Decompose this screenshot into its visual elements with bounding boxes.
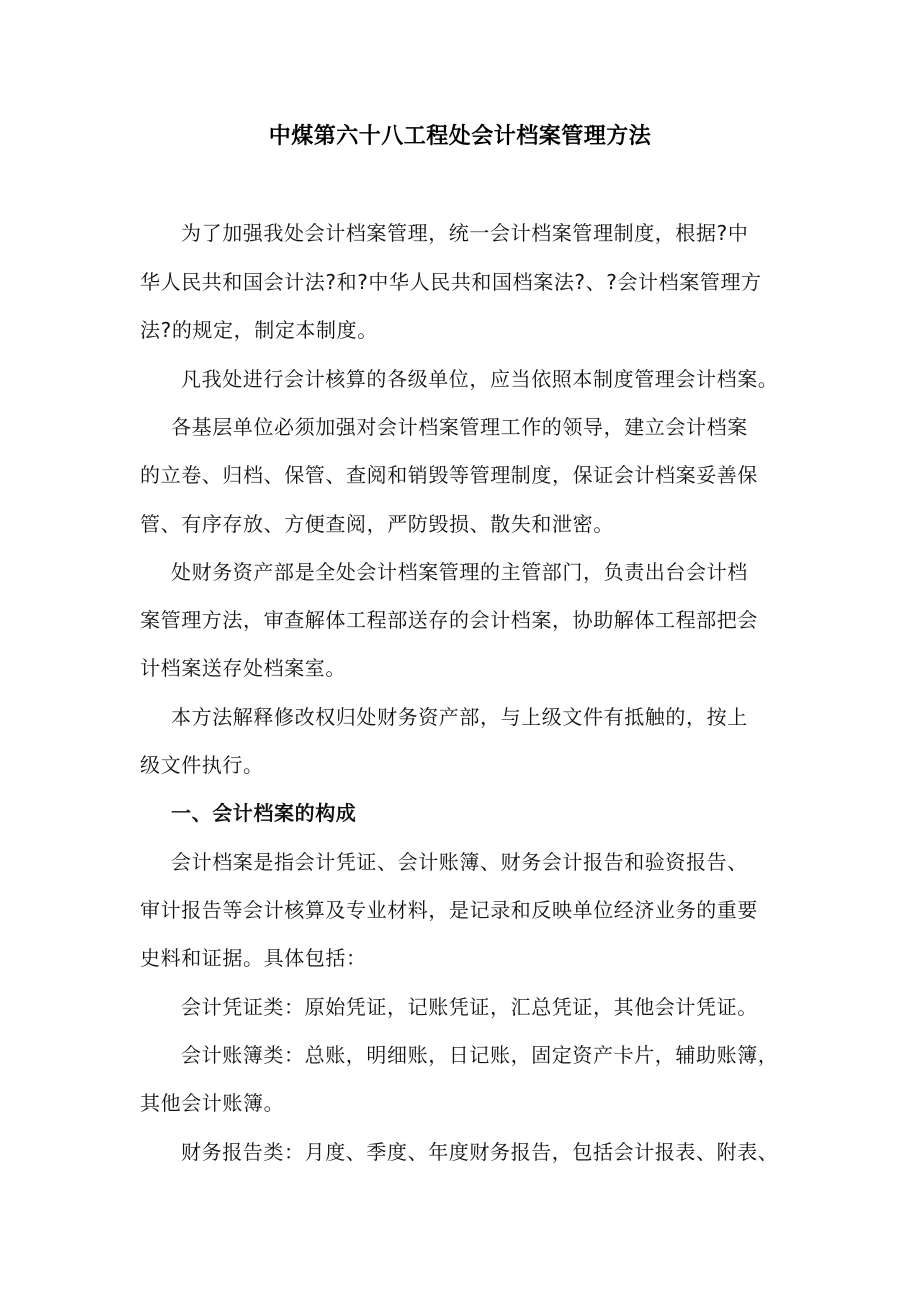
section-heading: 一、会计档案的构成 — [171, 801, 357, 825]
paragraph-line: 案管理方法，审查解体工程部送存的会计档案，协助解体工程部把会 — [140, 608, 758, 632]
paragraph-line: 本方法解释修改权归处财务资产部，与上级文件有抵触的，按上 — [171, 705, 748, 729]
paragraph-line: 级文件执行。 — [140, 753, 264, 777]
paragraph-line: 处财务资产部是全处会计档案管理的主管部门，负责出台会计档 — [171, 560, 748, 584]
paragraph-line: 管、有序存放、方便查阅，严防毁损、散失和泄密。 — [140, 512, 614, 536]
paragraph-line: 史料和证据。具体包括： — [140, 946, 367, 970]
paragraph-line: 各基层单位必须加强对会计档案管理工作的领导，建立会计档案 — [171, 415, 748, 439]
paragraph-line: 财务报告类：月度、季度、年度财务报告，包括会计报表、附表、 — [181, 1140, 779, 1164]
paragraph-line: 凡我处进行会计核算的各级单位，应当依照本制度管理会计档案。 — [181, 367, 779, 391]
paragraph-line: 会计账簿类：总账，明细账，日记账，固定资产卡片，辅助账簿， — [181, 1043, 779, 1067]
paragraph-line: 会计档案是指会计凭证、会计账簿、财务会计报告和验资报告、 — [171, 850, 748, 874]
document-title: 中煤第六十八工程处会计档案管理方法 — [268, 124, 652, 149]
paragraph-line: 为了加强我处会计档案管理，统一会计档案管理制度，根据?中 — [181, 221, 749, 245]
paragraph-line: 法?的规定，制定本制度。 — [140, 318, 378, 342]
paragraph-line: 其他会计账簿。 — [140, 1091, 285, 1115]
paragraph-line: 计档案送存处档案室。 — [140, 656, 346, 680]
paragraph-line: 审计报告等会计核算及专业材料，是记录和反映单位经济业务的重要 — [140, 898, 758, 922]
paragraph-line: 华人民共和国会计法?和?中华人民共和国档案法?、?会计档案管理方 — [140, 270, 762, 294]
paragraph-line: 会计凭证类：原始凭证，记账凭证，汇总凭证，其他会计凭证。 — [181, 995, 758, 1019]
paragraph-line: 的立卷、归档、保管、查阅和销毁等管理制度，保证会计档案妥善保 — [140, 463, 758, 487]
